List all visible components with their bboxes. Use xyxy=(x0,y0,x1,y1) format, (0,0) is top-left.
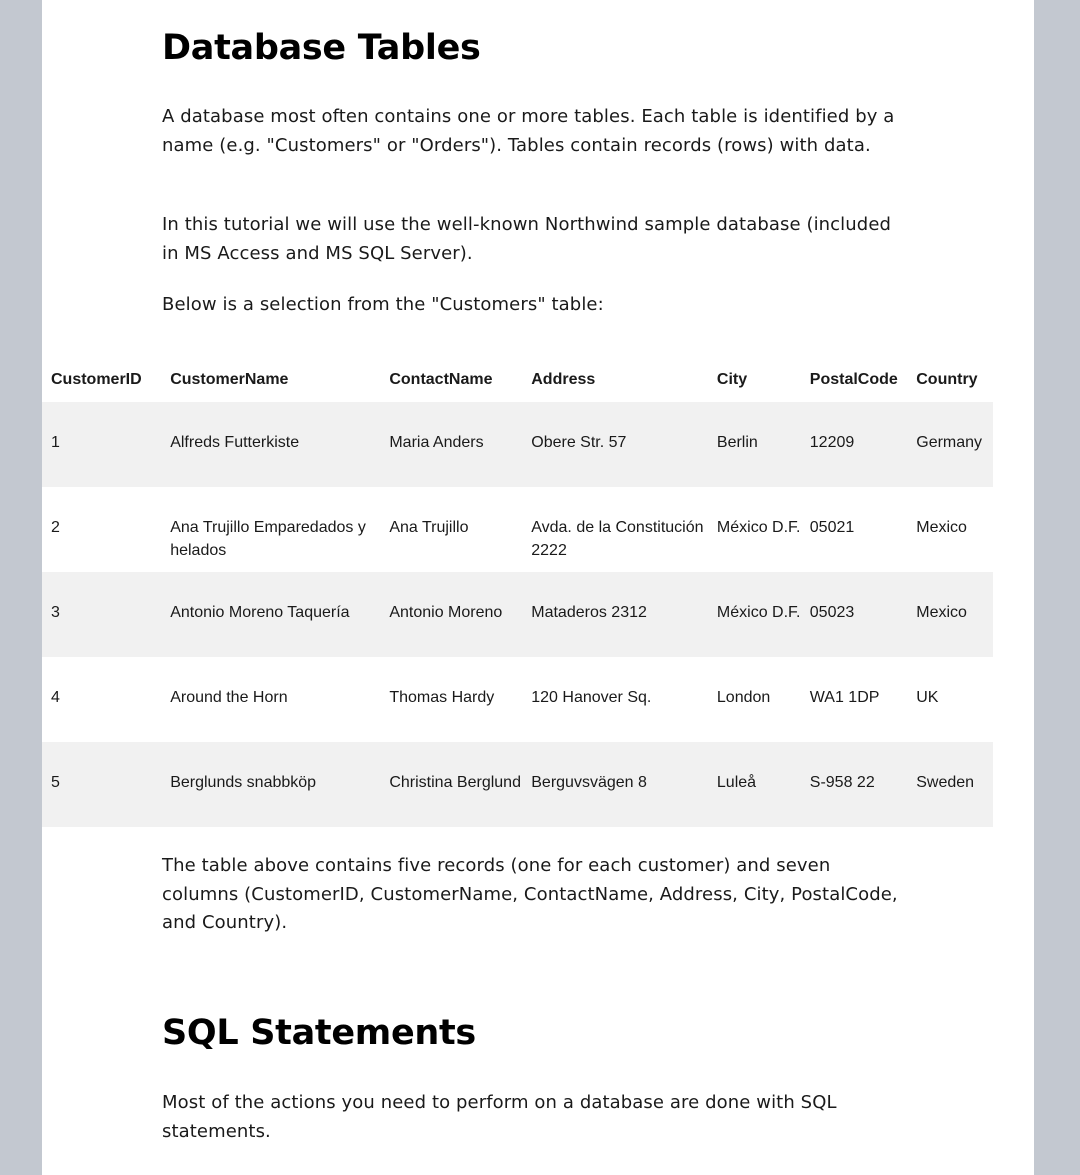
intro-paragraph: A database most often contains one or more tables. Each table is identified by a name (e.g. "Customers" or "Orders"). Tables contain records (rows) with data. xyxy=(162,106,895,156)
cell-customer-id: 3 xyxy=(51,604,60,621)
cell-customer-name: Ana Trujillo Emparedados y helados xyxy=(170,519,366,559)
cell-country: Mexico xyxy=(916,604,967,621)
cell-postal-code: 05023 xyxy=(809,604,855,621)
cell-country: UK xyxy=(916,689,939,706)
cell-contact-name: Antonio Moreno xyxy=(389,604,503,621)
heading-sql-statements: SQL Statements xyxy=(162,1013,476,1053)
cell-customer-name: Alfreds Futterkiste xyxy=(170,434,300,451)
header-customer-name: CustomerName xyxy=(170,371,289,388)
cell-address: 120 Hanover Sq. xyxy=(531,689,652,706)
header-city: City xyxy=(716,371,748,388)
table-summary-paragraph: The table above contains five records (one for each customer) and seven columns (CustomerID, CustomerName, ContactName, Address, City, PostalCode, and Country). xyxy=(162,855,898,933)
header-contact-name: ContactName xyxy=(389,371,493,388)
cell-country: Germany xyxy=(916,434,983,451)
cell-contact-name: Maria Anders xyxy=(389,434,484,451)
cell-city: Luleå xyxy=(716,774,757,791)
table-row xyxy=(42,487,993,572)
cell-address: Obere Str. 57 xyxy=(531,434,627,451)
cell-city: London xyxy=(716,689,771,706)
cell-customer-id: 2 xyxy=(51,519,60,536)
table-row xyxy=(42,742,993,827)
tutorial-paragraph: In this tutorial we will use the well-known Northwind sample database (included in MS Access and MS SQL Server). xyxy=(162,214,892,264)
header-postal-code: PostalCode xyxy=(809,371,898,388)
cell-customer-id: 1 xyxy=(51,434,60,451)
sql-paragraph: Most of the actions you need to perform on a database are done with SQL statements. xyxy=(162,1092,837,1142)
cell-postal-code: WA1 1DP xyxy=(809,689,880,706)
cell-address: Avda. de la Constitución 2222 xyxy=(531,519,704,559)
cell-customer-id: 5 xyxy=(51,774,60,791)
cell-contact-name: Ana Trujillo xyxy=(389,519,469,536)
cell-country: Sweden xyxy=(916,774,975,791)
cell-customer-name: Berglunds snabbköp xyxy=(170,774,317,791)
cell-address: Berguvsvägen 8 xyxy=(531,774,647,791)
heading-database-tables: Database Tables xyxy=(162,28,481,68)
table-row xyxy=(42,657,993,742)
header-customer-id: CustomerID xyxy=(51,371,142,388)
customers-table xyxy=(42,358,993,827)
cell-postal-code: S-958 22 xyxy=(809,774,875,791)
cell-postal-code: 12209 xyxy=(809,434,855,451)
cell-city: México D.F. xyxy=(716,519,801,536)
cell-postal-code: 05021 xyxy=(809,519,855,536)
cell-city: México D.F. xyxy=(716,604,801,621)
cell-address: Mataderos 2312 xyxy=(531,604,647,621)
header-address: Address xyxy=(531,371,596,388)
cell-contact-name: Christina Berglund xyxy=(389,774,521,791)
document-page xyxy=(42,0,1034,1175)
cell-customer-id: 4 xyxy=(51,689,60,706)
cell-contact-name: Thomas Hardy xyxy=(389,689,495,706)
cell-city: Berlin xyxy=(716,434,758,451)
cell-country: Mexico xyxy=(916,519,967,536)
table-row xyxy=(42,572,993,657)
header-country: Country xyxy=(916,371,978,388)
table-header-row xyxy=(42,358,993,402)
table-row xyxy=(42,402,993,487)
cell-customer-name: Around the Horn xyxy=(170,689,288,706)
selection-paragraph: Below is a selection from the "Customers" table: xyxy=(162,294,604,315)
cell-customer-name: Antonio Moreno Taquería xyxy=(170,604,350,621)
